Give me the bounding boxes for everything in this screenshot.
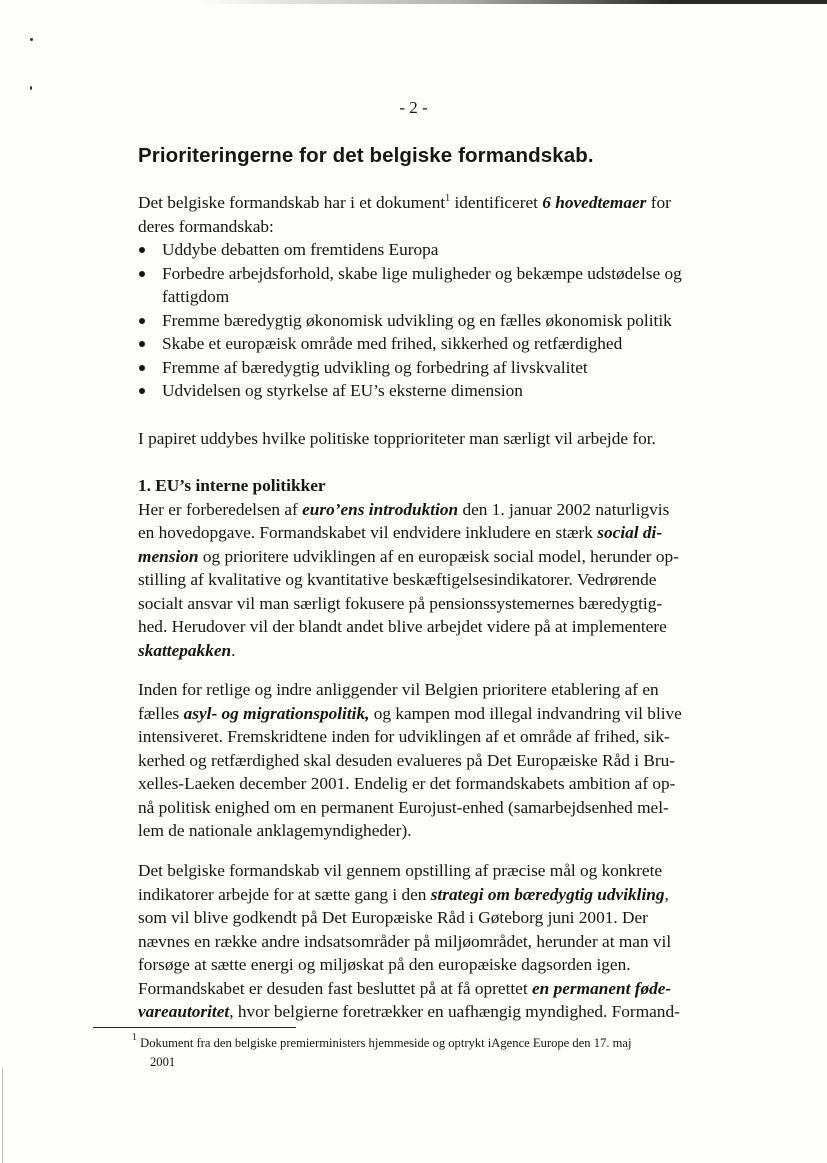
list-item [138, 332, 738, 356]
emphasis-text: euro’ens introduktion [302, 499, 459, 519]
paragraph-text: , hvor belgierne foretrækker en uafhængig myndighed. Formand- [229, 1002, 680, 1021]
paragraph-line: nævnes en række andre indsatsområder på miljøområdet, herunder at man vil [138, 931, 672, 951]
emphasis-text: vareautoritet [138, 1002, 230, 1021]
list-item [138, 238, 738, 262]
paragraph-line: nå politisk enighed om en permanent Eurojust-enhed (samarbejdsenhed mel- [138, 797, 669, 817]
footnote-reference: 1 [445, 193, 451, 204]
list-item [138, 262, 738, 309]
list-item [138, 356, 738, 380]
list-item-text: Fremme af bæredygtig udvikling og forbedring af livskvalitet [162, 357, 588, 377]
paragraph-line [138, 498, 738, 522]
list-item-text: fattigdom [162, 287, 230, 306]
justice-paragraph [138, 678, 738, 843]
paragraph-line: lem de nationale anklagemyndigheder). [138, 821, 412, 840]
intro-emphasis: 6 hovedtemaer [542, 193, 647, 212]
paragraph-line: som vil blive godkendt på Det Europæiske Råd i Gøteborg juni 2001. Der [138, 908, 648, 927]
paragraph-line: I papiret uddybes hvilke politiske topprioriteter man særligt vil arbejde for. [138, 429, 656, 448]
footnote [132, 1034, 732, 1072]
bullet-icon [139, 388, 145, 394]
bullet-icon [139, 271, 145, 277]
footnote-marker: 1 [132, 1032, 137, 1043]
paragraph-text: , [664, 884, 669, 904]
bullet-icon [139, 318, 145, 324]
footnote-divider [93, 1027, 296, 1028]
intro-text: Det belgiske formandskab har i et dokument [138, 193, 446, 212]
paragraph-text: en hovedopgave. Formandskabet vil endvidere inkludere en stærk [138, 523, 598, 542]
paragraph-text: indikatorer arbejde for at sætte gang i den [138, 884, 431, 904]
priority-list [138, 238, 738, 403]
list-item-text: Forbedre arbejdsforhold, skabe lige muligheder og bekæmpe udstødelse og [162, 263, 682, 283]
emphasis-text: skattepakken [138, 640, 232, 660]
paragraph-line [138, 545, 738, 569]
footnote-line [132, 1034, 732, 1053]
list-item-text: Skabe et europæisk område med frihed, sikkerhed og retfærdighed [162, 334, 623, 353]
intro-line [138, 191, 738, 215]
paragraph-line: xelles-Laeken december 2001. Endelig er det formandskabets ambition af op- [138, 774, 676, 793]
paragraph-line: Det belgiske formandskab vil gennem opstilling af præcise mål og konkrete [138, 861, 663, 880]
sustainability-paragraph [138, 859, 738, 1024]
paragraph-line: hed. Herudover vil der blandt andet blive arbejdet videre på at implementere [138, 617, 667, 636]
intro-paragraph [138, 191, 738, 403]
page-heading: Prioriteringerne for det belgiske formandskab. [138, 144, 594, 167]
paragraph-line: socialt ansvar vil man særligt fokusere på pensionssystemernes bæredygtig- [138, 593, 663, 613]
paragraph-line [138, 521, 738, 545]
paragraph-text: Her er forberedelsen af [138, 499, 303, 519]
list-item-text: Fremme bæredygtig økonomisk udvikling og en fælles økonomisk politik [162, 310, 672, 330]
bullet-icon [139, 341, 145, 347]
paragraph-line: kerhed og retfærdighed skal desuden evalueres på Det Europæiske Råd i Bru- [138, 750, 676, 770]
list-item-text: Uddybe debatten om fremtidens Europa [162, 240, 439, 259]
intro-text: identificeret [450, 193, 543, 212]
scan-speck [30, 38, 33, 41]
paragraph-line [138, 1000, 738, 1024]
paragraph-line: Inden for retlige og indre anliggender vil Belgien prioritere etablering af en [138, 680, 659, 699]
papir-paragraph [138, 427, 738, 451]
paragraph-text: fælles [138, 703, 184, 723]
paragraph-text: . [231, 640, 236, 660]
section-title: 1. EU’s interne politikker [138, 476, 326, 495]
paragraph-line: intensiveret. Fremskridtene inden for udviklingen af et område af frihed, sik- [138, 727, 670, 746]
paragraph-line [138, 883, 738, 907]
emphasis-text: asyl- og migrationspolitik, [183, 703, 370, 723]
scan-speck [30, 86, 32, 90]
paragraph-text: og prioritere udviklingen af en europæisk social model, herunder op- [198, 546, 679, 566]
intro-line: deres formandskab: [138, 216, 274, 236]
emphasis-text: mension [138, 546, 199, 566]
paragraph-line [138, 639, 738, 663]
paragraph-text: den 1. januar 2002 naturligvis [458, 499, 670, 519]
footnote-line: 2001 [150, 1055, 176, 1069]
section-1 [138, 474, 738, 662]
list-item [138, 379, 738, 403]
paragraph-line [138, 702, 738, 726]
scan-edge-line [2, 1068, 3, 1163]
bullet-icon [139, 365, 145, 371]
scan-top-edge [200, 0, 827, 4]
page-number: - 2 - [399, 98, 428, 117]
paragraph-line: forsøge at sætte energi og miljøskat på den europæiske dagsorden igen. [138, 955, 631, 974]
emphasis-text: social di- [597, 523, 663, 542]
paragraph-text: Formandskabet er desuden fast besluttet på at få oprettet [138, 978, 532, 998]
list-item [138, 309, 738, 333]
bullet-icon [139, 247, 145, 253]
emphasis-text: strategi om bæredygtig udvikling [430, 884, 665, 904]
paragraph-text: og kampen mod illegal indvandring vil blive [369, 703, 682, 723]
paragraph-line [138, 977, 738, 1001]
footnote-text: Dokument fra den belgiske premierministers hjemmeside og optrykt iAgence Europe den 17. maj [137, 1036, 632, 1050]
paragraph-line: stilling af kvalitative og kvantitative beskæftigelsesindikatorer. Vedrørende [138, 570, 657, 589]
emphasis-text: en permanent føde- [531, 978, 672, 998]
list-item-text: Udvidelsen og styrkelse af EU’s eksterne dimension [162, 381, 523, 400]
intro-text: for [646, 193, 671, 212]
